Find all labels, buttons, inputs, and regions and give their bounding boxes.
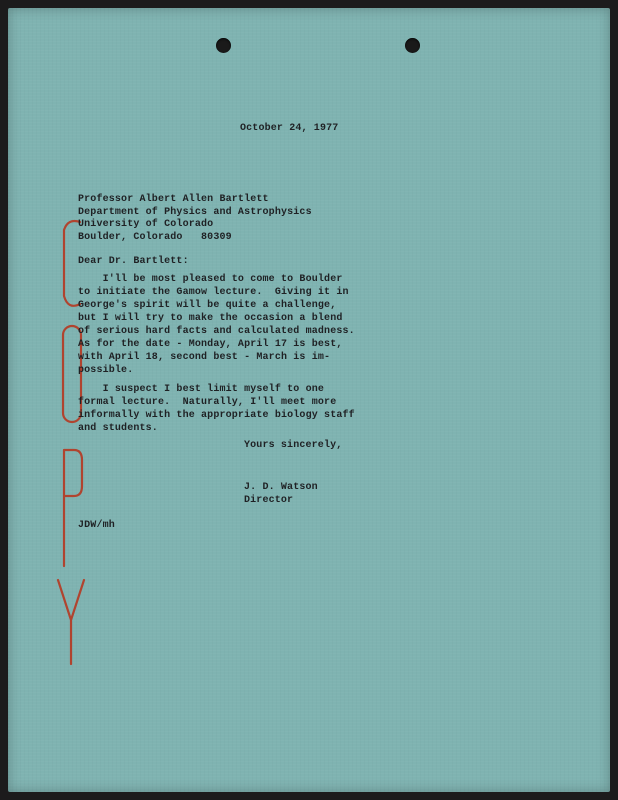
body-line: and students. <box>78 423 158 434</box>
address-line: Boulder, Colorado 80309 <box>78 231 232 243</box>
letter-date: October 24, 1977 <box>240 123 339 134</box>
body-line: with April 18, second best - March is im- <box>78 352 331 363</box>
body-line: As for the date - Monday, April 17 is best, <box>78 339 343 350</box>
punch-hole-left <box>216 38 231 53</box>
address-line: Professor Albert Allen Bartlett <box>78 194 269 205</box>
salutation: Dear Dr. Bartlett: <box>78 256 189 267</box>
closing: Yours sincerely, <box>244 440 343 451</box>
copy-stamp-letter-y <box>58 580 84 664</box>
body-line: but I will try to make the occasion a blend <box>78 313 343 324</box>
body-line: informally with the appropriate biology staff <box>78 410 355 421</box>
signer-title: Director <box>244 495 294 506</box>
body-line: I'll be most pleased to come to Boulder <box>78 274 343 285</box>
body-line: George's spirit will be quite a challenge, <box>78 300 337 311</box>
punch-hole-right <box>405 38 420 53</box>
signer-name: J. D. Watson <box>244 482 318 493</box>
body-line: to initiate the Gamow lecture. Giving it in <box>78 287 349 298</box>
body-line: of serious hard facts and calculated madness. <box>78 326 355 337</box>
typist-initials: JDW/mh <box>78 520 115 531</box>
letter-sheet <box>8 8 610 792</box>
copy-stamp-letter-p <box>64 450 82 566</box>
body-line: formal lecture. Naturally, I'll meet more <box>78 397 337 408</box>
body-line: I suspect I best limit myself to one <box>78 384 325 395</box>
address-line: Department of Physics and Astrophysics <box>78 206 312 218</box>
address-line: University of Colorado <box>78 219 214 230</box>
body-line: possible. <box>78 365 134 376</box>
